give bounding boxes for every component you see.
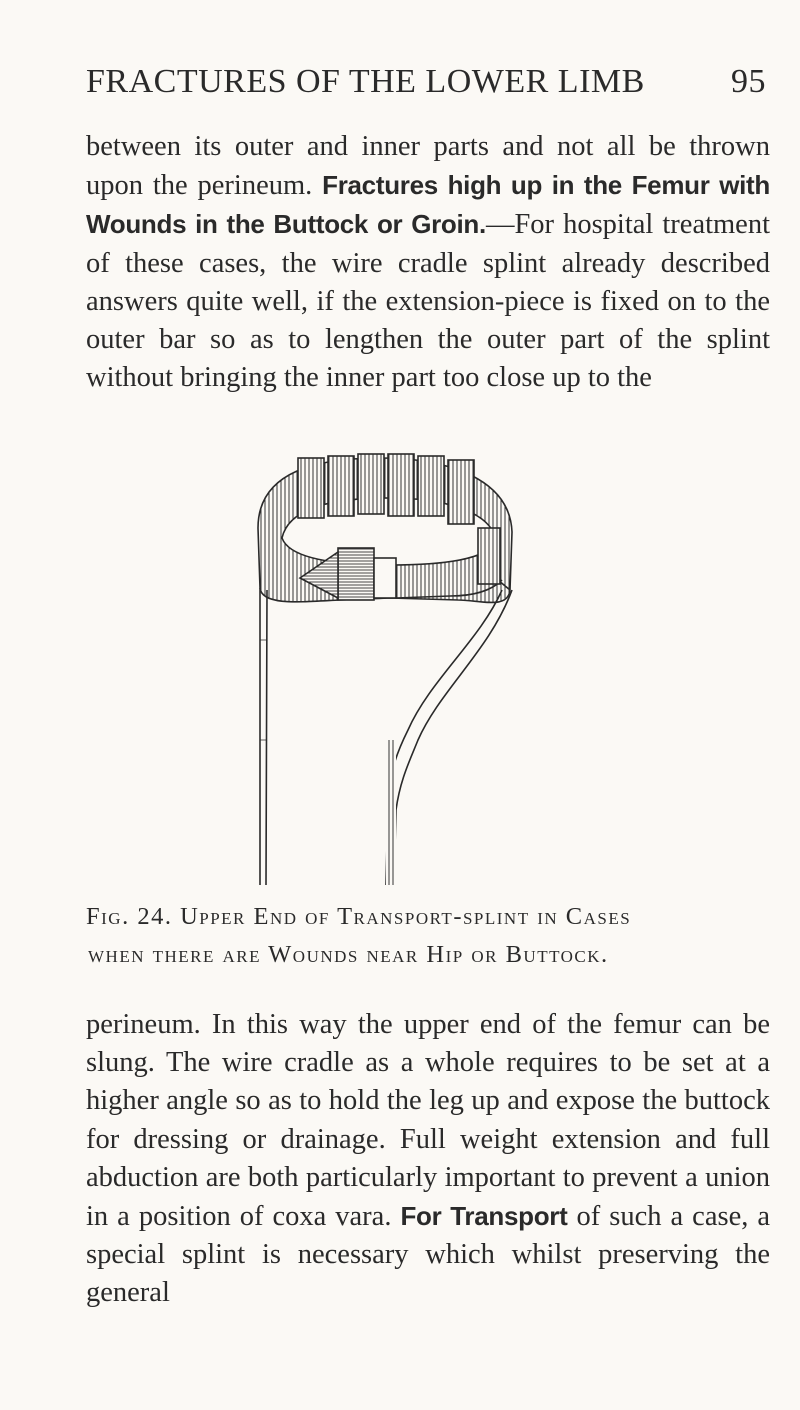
transport-splint-illustration bbox=[240, 440, 530, 895]
chapter-title: FRACTURES OF THE LOWER LIMB bbox=[86, 63, 645, 100]
figure-caption bbox=[86, 898, 770, 974]
paragraph-top-body: —For hospital treatment of these cases, the wire cradle splint already described answers quite well, if the extension-piece is fixed on to the outer bar so as to lengthen the outer part of the splint without bringing the inner part too close up to the bbox=[86, 209, 771, 394]
figure-caption-line-1: Fig. 24. Upper End of Transport-splint in Cases bbox=[86, 903, 632, 930]
paragraph-bottom bbox=[86, 1006, 770, 1313]
paragraph-top-lead: between its outer and inner parts and not all be thrown upon the perineum. bbox=[86, 131, 770, 202]
paragraph-bottom-tail: of such a case, a special splint is necessary which whilst preserving the general bbox=[86, 1201, 771, 1309]
section-heading-fractures: Fractures high up in the Femur with Wounds in the Buttock or Groin. bbox=[86, 170, 770, 240]
figure-caption-line-2: when there are Wounds near Hip or Buttock. bbox=[88, 941, 609, 968]
section-heading-transport: For Transport bbox=[400, 1201, 568, 1232]
paragraph-top bbox=[86, 128, 770, 397]
paragraph-bottom-body: perineum. In this way the upper end of the femur can be slung. The wire cradle as a whole requires to be set at a higher angle so as to hold the leg up and expose the buttock for dressing or drainage. Full weight extension and full abduction are both particularly important to prevent a union in a position of coxa vara. bbox=[86, 1009, 770, 1233]
page-number: 95 bbox=[731, 63, 766, 100]
